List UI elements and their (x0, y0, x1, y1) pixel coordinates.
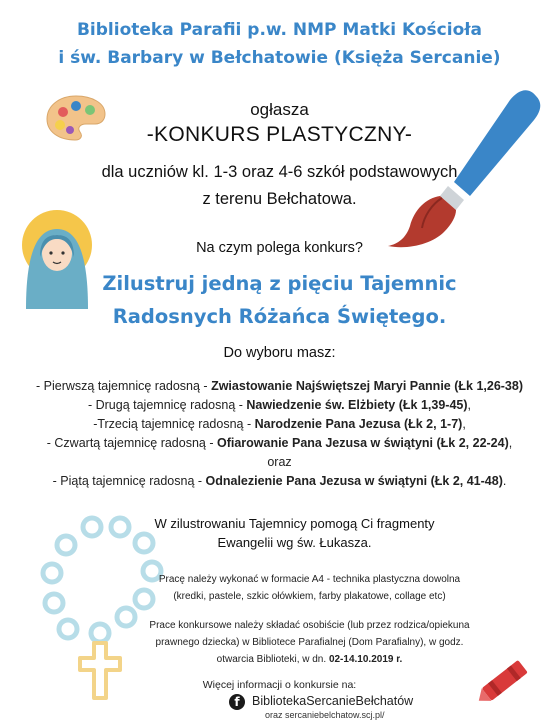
submit-line-2: prawnego dziecka) w Bibliotece Parafialnej (Dom Parafialny), w godz. (155, 637, 464, 648)
choose-label: Do wyboru masz: (223, 345, 336, 361)
contest-title: -KONKURS PLASTYCZNY- (146, 123, 413, 146)
eligibility-line-2: z terenu Bełchatowa. (202, 190, 357, 208)
format-line-1: Pracę należy wykonać w formacie A4 - technika plastyczna dowolna (158, 574, 461, 585)
header-line-2: i św. Barbary w Bełchatowie (Księża Sercanie) (58, 48, 501, 68)
website-link[interactable]: oraz sercaniebelchatow.scj.pl/ (265, 710, 385, 720)
list-item: - Piątą tajemnicę radosną - Odnalezienie Pana Jezusa w świątyni (Łk 2, 41-48). (52, 474, 507, 488)
task-line-2: Radosnych Różańca Świętego. (112, 305, 447, 328)
list-item: - Drugą tajemnicę radosną - Nawiedzenie św. Elżbiety (Łk 1,39-45), (87, 398, 472, 412)
list-item: oraz (267, 455, 292, 469)
list-item: - Czwartą tajemnicę radosną - Ofiarowanie Pana Jezusa w świątyni (Łk 2, 22-24), (46, 436, 513, 450)
gospel-line-2: Ewangelii wg św. Łukasza. (217, 535, 372, 550)
submit-line-3: otwarcia Biblioteki, w dn. 02-14.10.2019 r. (216, 654, 403, 665)
submit-line-1: Prace konkursowe należy składać osobiście (lub przez rodzica/opiekuna (149, 620, 470, 631)
format-line-2: (kredki, pastele, szkic ołówkiem, farby plakatowe, collage etc) (173, 591, 446, 602)
facebook-icon[interactable]: f (229, 694, 245, 710)
submit-dates: 02-14.10.2019 r. (328, 654, 403, 665)
list-item: - Pierwszą tajemnicę radosną - Zwiastowanie Najświętszej Maryi Pannie (Łk 1,26-38) (36, 379, 523, 393)
task-line-1: Zilustruj jedną z pięciu Tajemnic (102, 272, 457, 295)
header-line-1: Biblioteka Parafii p.w. NMP Matki Kościoła (76, 20, 483, 40)
more-info-label: Więcej informacji o konkursie na: (202, 679, 357, 691)
list-item: -Trzecią tajemnicę radosną - Narodzenie Pana Jezusa (Łk 2, 1-7), (93, 417, 466, 431)
question: Na czym polega konkurs? (196, 240, 363, 256)
mysteries-list (0, 377, 559, 491)
gospel-line-1: W zilustrowaniu Tajemnicy pomogą Ci fragmenty (154, 516, 435, 531)
announce-oglasza: ogłasza (250, 100, 309, 119)
eligibility-line-1: dla uczniów kl. 1-3 oraz 4-6 szkół podstawowych (101, 163, 458, 181)
facebook-link[interactable]: BibliotekaSercanieBełchatów (252, 694, 414, 708)
